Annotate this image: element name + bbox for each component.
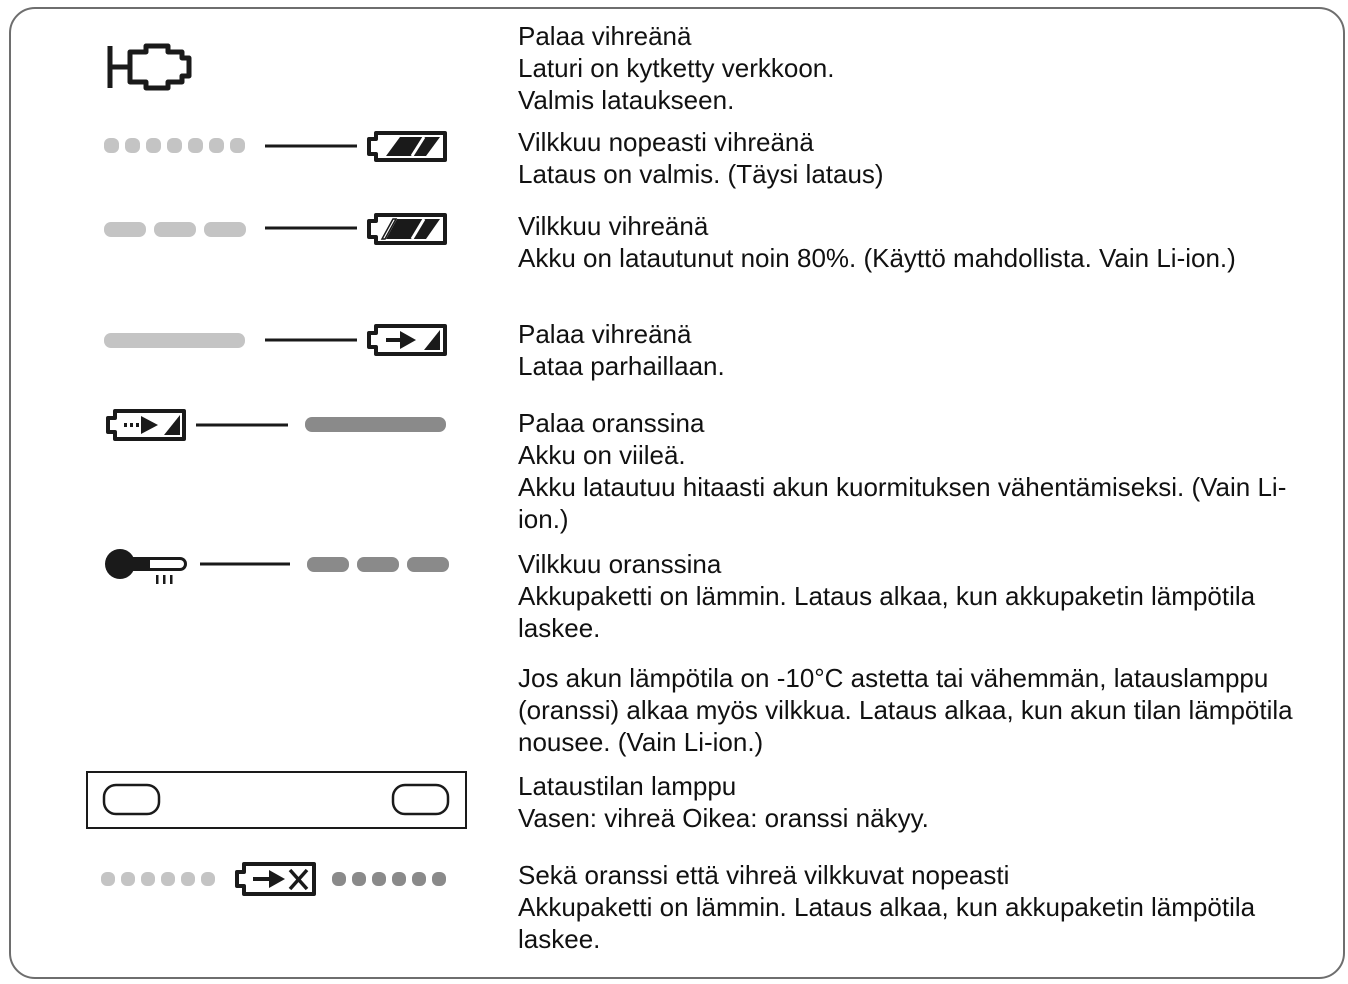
row-1-status: Palaa vihreänä: [518, 21, 692, 51]
charger-plug-icon: [0, 20, 500, 120]
fast-blink-pattern: [0, 126, 500, 196]
row-2-status: Vilkkuu nopeasti vihreänä: [518, 127, 814, 157]
cold-temperature-note: Jos akun lämpötila on -10°C astetta tai vähemmän, latauslamppu (oranssi) alkaa myös vilkkua. Lataus alkaa, kun akun tilan lämpötila nousee. (Vain Li-ion.): [518, 663, 1293, 757]
row-6-status: Vilkkuu oranssina: [518, 549, 722, 579]
battery-slow-charge-icon: [108, 411, 184, 439]
row-5-desc-1: Akku on viileä.: [518, 440, 686, 470]
status-lamp-panel-icon: [0, 770, 500, 840]
row-4-desc-1: Lataa parhaillaan.: [518, 351, 725, 381]
battery-full-icon: [369, 133, 445, 160]
legend-row-charger-connected: [0, 20, 1348, 120]
row-9-desc-1: Akkupaketti on lämmin. Lataus alkaa, kun akkupaketin lämpötila laskee.: [518, 892, 1256, 954]
blink-dash-pattern: [0, 210, 500, 310]
legend-row-status-lamps: [0, 770, 1348, 840]
orange-lamp: [393, 785, 448, 814]
orange-solid-pattern: [0, 407, 500, 537]
battery-error-icon: [237, 864, 314, 894]
legend-row-charge-complete: [0, 126, 1348, 196]
row-5-status: Palaa oranssina: [518, 408, 705, 438]
legend-row-error: [0, 859, 1348, 959]
solid-bar-pattern: [0, 318, 500, 398]
battery-80-icon: [369, 215, 445, 243]
thermometer-hot-icon: [105, 549, 187, 584]
legend-row-charge-80: [0, 210, 1348, 310]
row-4-status: Palaa vihreänä: [518, 319, 692, 349]
row-2-desc-1: Lataus on valmis. (Täysi lataus): [518, 159, 884, 189]
row-5-desc-2: Akku latautuu hitaasti akun kuormituksen vähentämiseksi. (Vain Li-ion.): [518, 472, 1287, 534]
row-8-desc-1: Vasen: vihreä Oikea: oranssi näkyy.: [518, 803, 929, 833]
legend-row-charging: [0, 318, 1348, 398]
legend-row-warm-battery: [0, 548, 1348, 648]
dual-fast-blink-pattern: [0, 859, 500, 959]
row-3-desc-1: Akku on latautunut noin 80%. (Käyttö mahdollista. Vain Li-ion.): [518, 243, 1236, 273]
legend-row-cold-note: [0, 662, 1348, 762]
green-lamp: [104, 785, 159, 814]
orange-blink-pattern: [0, 548, 500, 648]
row-9-status: Sekä oranssi että vihreä vilkkuvat nopeasti: [518, 860, 1010, 890]
row-6-desc-1: Akkupaketti on lämmin. Lataus alkaa, kun akkupaketin lämpötila laskee.: [518, 581, 1256, 643]
row-8-title: Lataustilan lamppu: [518, 771, 737, 801]
row-1-desc-2: Valmis lataukseen.: [518, 85, 735, 115]
battery-charging-icon: [369, 326, 445, 354]
row-1-desc-1: Laturi on kytketty verkkoon.: [518, 53, 835, 83]
legend-row-cool-battery: [0, 407, 1348, 537]
row-3-status: Vilkkuu vihreänä: [518, 211, 709, 241]
